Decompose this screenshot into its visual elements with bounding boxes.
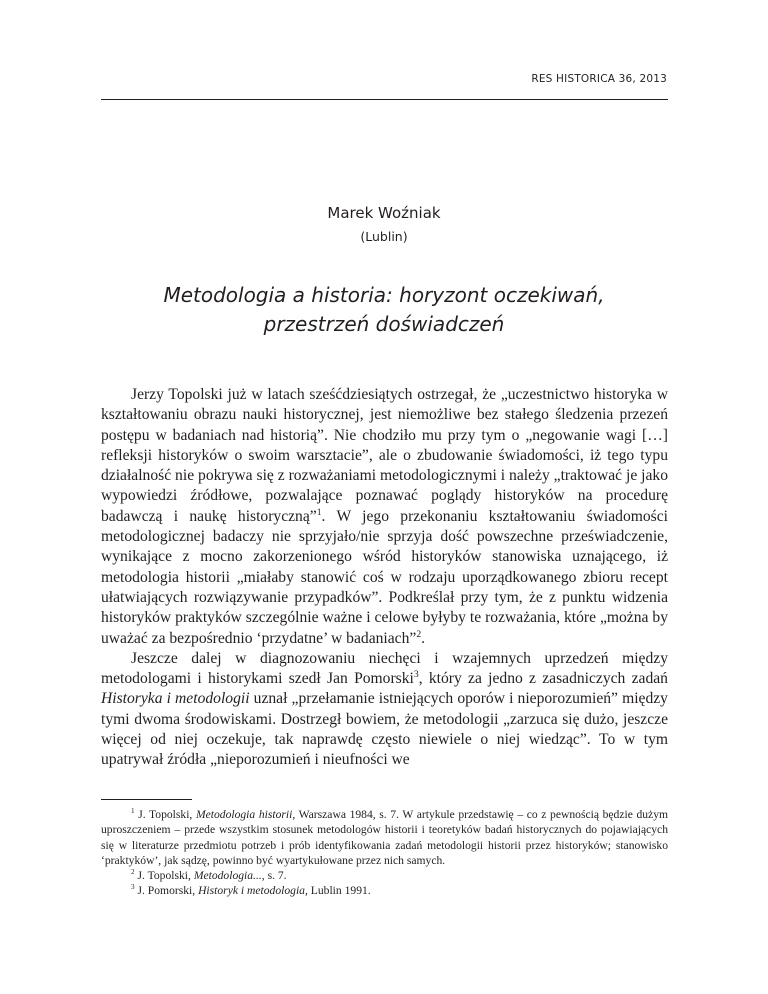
footnote-text: J. Topolski, (134, 869, 194, 883)
footnote-ref-1: 1 (316, 506, 322, 518)
article-title (0, 281, 768, 339)
header-rule (101, 99, 668, 100)
footnote-italic: Metodologia historii (195, 808, 293, 821)
footnote-rule (101, 799, 192, 800)
title-line-2: przestrzeń doświadczeń (263, 312, 505, 336)
p2-text-c: uznał „przełamanie istniejących oporów i nieporozumień” między tymi dwoma środowiskami. Dostrzegł bowiem, że metodologii „zarzuca się dużo, jeszcze więcej od niej oczekuje, tak naprawdę często niewiele o niej wiedząc”. To w tym upatrywał źródła „nieporozumień i nieufności we (101, 690, 668, 769)
paragraph-1 (101, 385, 668, 649)
footnote-text: , s. 7. (261, 869, 287, 883)
author-affiliation: (Lublin) (360, 229, 408, 244)
footnote-text: J. Pomorski, (134, 884, 199, 898)
p1-text-b: . W jego przekonaniu kształtowaniu świadomości metodologicznej badaczy nie sprzyjało/nie sprzyja dość powszechne przeświadczenie, wynikające z mocno zakorzenionego wśród historyków stanowiska uznającego, iż metodologia historii „miałaby stanowić coś w rodzaju uporządkowanego zbioru recept ułatwiających rozwiązywanie przypadków”. Podkreślał przy tym, że z punktu widzenia historyków praktyków szczególnie ważne i celowe byłyby te rozważania, które „można by uważać za bezpośrednio ‘przydatne’ w badaniach” (101, 507, 668, 647)
footnote-ref-2: 2 (416, 628, 422, 640)
p2-book-title: Historyka i metodologii (101, 690, 250, 708)
footnotes (101, 807, 668, 899)
title-line-1: Metodologia a historia: horyzont oczekiwań, (163, 283, 605, 307)
footnote-number: 1 (131, 807, 135, 816)
footnote-italic: Historyk i metodologia (198, 884, 305, 898)
footnote-text: , Lublin 1991. (304, 884, 371, 898)
footnote-number: 2 (131, 868, 135, 877)
p1-text-c: . (421, 629, 426, 647)
running-head: RES HISTORICA 36, 2013 (531, 73, 667, 85)
p1-text-a: Jerzy Topolski już w latach sześćdziesiątych ostrzegał, że „uczestnictwo historyka w kształtowaniu obrazu nauki historycznej, jest niemożliwe bez stałego śledzenia przezeń postępu w badaniach nad historią”. Nie chodziło mu przy tym o „negowanie wagi […] refleksji historyków o swoim warsztacie”, ale o zbudowanie świadomości, iż tego typu działalność nie pokrywa się z rozważaniami metodologicznymi i należy „traktować je jako wypowiedzi źródłowe, pozwalające poznawać poglądy historyków na procedurę badawczą i naukę historyczną” (101, 386, 668, 525)
footnote-3 (101, 883, 668, 898)
p2-text-b: , który za jedno z zasadniczych zadań (418, 670, 668, 688)
footnote-text: , Warszawa 1984, s. 7. W artykule przedstawię – co z pewnością będzie dużym uproszczeniem – przede wszystkim stosunek metodologów historii i teoretyków badań historycznych do pojawiających się w literaturze przedmiotu potrzeb i prób identyfikowania zadań metodologii historii przez historyków; stanowisko ‘praktyków’, jak sądzę, powinno być wyartykułowane przez nich samych. (101, 808, 669, 867)
footnote-text: J. Topolski, (134, 808, 196, 821)
author-name: Marek Woźniak (327, 204, 441, 222)
p2-text-a: Jeszcze dalej w diagnozowaniu niechęci i wzajemnych uprzedzeń między metodologami i historykami szedł Jan Pomorski (101, 649, 668, 688)
paragraph-2 (101, 649, 668, 771)
footnote-number: 3 (131, 883, 135, 892)
body-text (101, 385, 668, 771)
footnote-ref-3: 3 (413, 668, 419, 680)
footnote-1 (101, 807, 668, 868)
footnote-2 (101, 868, 668, 883)
footnote-italic: Metodologia... (193, 869, 262, 883)
